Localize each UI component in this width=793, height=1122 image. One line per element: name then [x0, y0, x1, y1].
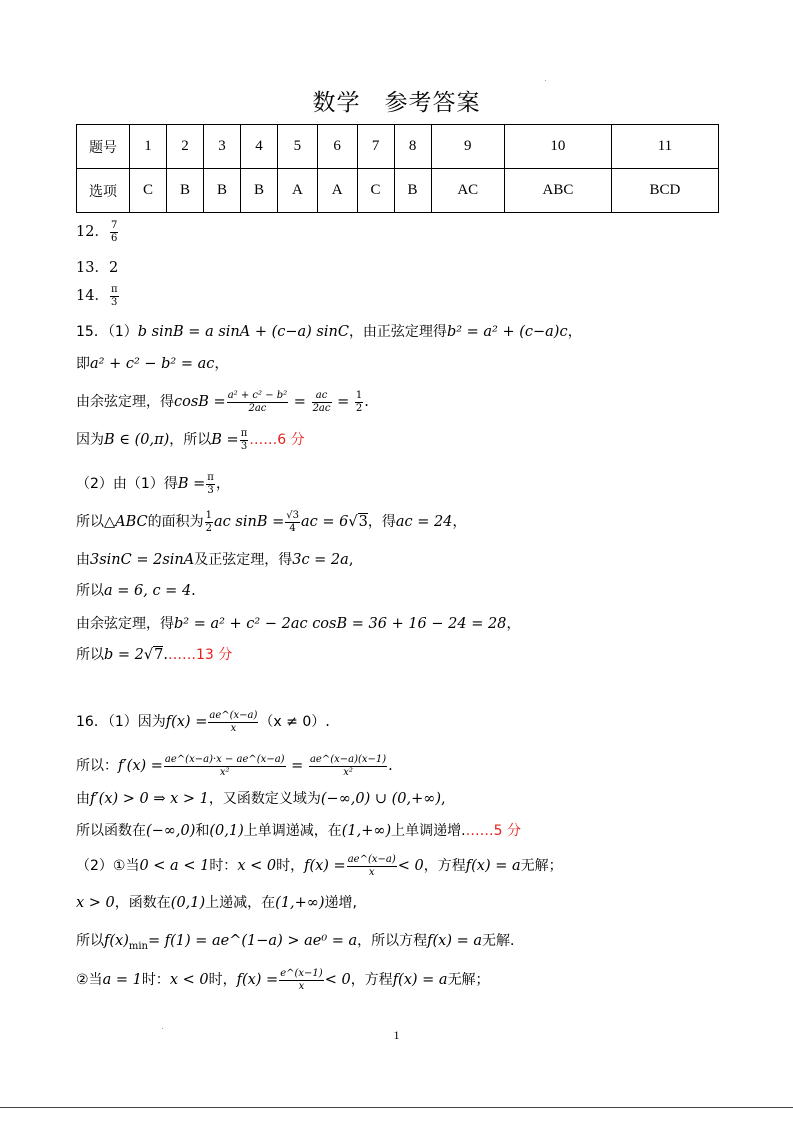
text: 上递减，在	[205, 895, 276, 911]
q16-line-3	[76, 788, 446, 808]
table-cell: BCD	[611, 169, 718, 213]
table-cell: 7	[357, 125, 394, 169]
q16-line-8	[76, 968, 490, 992]
denominator: 2ac	[248, 402, 267, 414]
denominator: 4	[289, 522, 296, 534]
formula: ac = 6	[300, 514, 349, 530]
text: ，	[567, 324, 583, 340]
text: 时，	[208, 972, 237, 988]
table-cell: 9	[431, 125, 504, 169]
numerator: a² + c² − b²	[227, 390, 288, 401]
formula: f(x) =	[165, 714, 208, 730]
formula: 3sinC = 2sinA	[90, 552, 195, 568]
formula: x > 0	[76, 895, 115, 911]
title-subtitle: 参考答案	[384, 90, 481, 116]
formula: B =	[211, 432, 239, 448]
formula: B ∈ (0,π)	[104, 432, 170, 448]
denominator: 6	[110, 232, 118, 244]
text: 时，	[276, 858, 305, 874]
score-marker: ……5 分	[465, 823, 521, 839]
table-cell: 11	[611, 125, 718, 169]
numerator: ae^(x−a)	[347, 854, 396, 865]
score-marker: ……13 分	[167, 647, 233, 663]
radicand: 7	[154, 647, 164, 663]
answer-table-number-row	[77, 125, 719, 169]
question-number: 12．	[76, 224, 109, 240]
formula: (1,+∞)	[275, 895, 325, 911]
text: ，函数在	[114, 895, 171, 911]
formula: a = 6, c = 4	[104, 583, 192, 599]
fraction	[355, 390, 363, 414]
q15-line-4	[76, 428, 305, 452]
text: 由余弦定理，得	[76, 394, 174, 410]
fraction	[347, 854, 397, 878]
denominator: x	[230, 722, 237, 734]
numerator: π	[207, 472, 214, 483]
q15-line-2	[76, 352, 229, 373]
text: 15．（1）	[76, 324, 138, 340]
numerator: π	[240, 428, 248, 439]
denominator: x	[298, 980, 305, 992]
table-cell: B	[241, 169, 278, 213]
formula: b² = a² + (c−a)c	[446, 324, 568, 340]
formula: < 0	[324, 972, 351, 988]
table-cell: 6	[317, 125, 357, 169]
formula: B =	[177, 476, 206, 492]
formula: 3c = 2a	[292, 552, 349, 568]
fraction	[208, 710, 258, 734]
formula: f(x)	[104, 933, 129, 949]
text: 即	[76, 356, 90, 372]
table-cell: C	[130, 169, 167, 213]
numerator: 1	[205, 510, 213, 521]
text: 16．（1）因为	[76, 714, 166, 730]
text: （2）由（1）得	[76, 476, 178, 492]
table-cell: C	[357, 169, 394, 213]
formula: f(x) = a	[392, 972, 448, 988]
q15-line-5	[76, 472, 230, 496]
text: ，得	[367, 514, 396, 530]
q16-line-6	[76, 892, 357, 912]
text: ，所以	[169, 432, 212, 448]
page-number: 1	[393, 1028, 400, 1042]
text: ，又函数定义域为	[208, 791, 321, 807]
formula: f(x) = a	[427, 933, 483, 949]
text: 递增,	[324, 895, 357, 911]
denominator: 3	[240, 440, 248, 452]
formula: (−∞,0) ∪ (0,+∞)	[320, 791, 442, 807]
text: ,	[348, 552, 354, 568]
question-number: 14．	[76, 288, 109, 304]
denominator: x²	[219, 766, 230, 778]
table-cell: B	[394, 169, 431, 213]
fraction	[164, 754, 286, 778]
table-cell: 1	[130, 125, 167, 169]
q16-line-7	[76, 930, 514, 952]
q15-line-6: 所以△ABC的面积为 $\frac{1}{2}$ ac sinB = $\frac{√3}{4}$ ac = 6√3，得ac = 24，	[76, 510, 467, 534]
subscript: min	[128, 941, 148, 952]
speck	[545, 80, 546, 81]
denominator: 2	[205, 522, 213, 534]
row-label-number: 题号	[77, 125, 130, 169]
numerator: 1	[355, 390, 363, 401]
formula: cosB =	[174, 394, 226, 410]
numerator: √3	[286, 510, 299, 521]
text: 所以	[76, 514, 104, 530]
text: ，方程	[350, 972, 393, 988]
table-cell: B	[167, 169, 204, 213]
fraction	[312, 390, 332, 414]
text: 所以函数在	[76, 823, 146, 839]
q15-line-8	[76, 580, 196, 600]
text: 无解；	[447, 972, 490, 988]
fraction	[285, 510, 300, 534]
answer-value: 2	[108, 260, 119, 276]
formula: b = 2	[104, 647, 144, 663]
q16-line-1	[76, 710, 330, 734]
table-cell: 5	[278, 125, 318, 169]
formula: (1,+∞)	[341, 823, 392, 839]
question-number: 13．	[76, 260, 109, 276]
formula: ac sinB =	[214, 514, 285, 530]
numerator: ac	[312, 390, 332, 403]
formula: x < 0	[237, 858, 277, 874]
formula: a² + c² − b² = ac	[90, 356, 215, 372]
formula: b sinB = a sinA + (c−a) sinC	[137, 324, 349, 340]
numerator: e^(x−1)	[280, 968, 323, 979]
q15-line-1	[76, 320, 582, 341]
answer-table-option-row	[77, 169, 719, 213]
speck	[162, 1028, 163, 1029]
text: 及正弦定理，得	[194, 552, 293, 568]
q15-line-9	[76, 612, 521, 633]
text: 由	[76, 791, 90, 807]
numerator: 7	[110, 220, 118, 231]
text: 和	[195, 823, 210, 839]
denominator: 3	[111, 296, 118, 308]
text: .	[163, 647, 168, 663]
fraction	[309, 754, 387, 778]
text: 无解；	[520, 858, 563, 874]
text: .	[388, 758, 393, 774]
fraction	[205, 510, 213, 534]
answer-12	[76, 220, 119, 244]
table-cell: A	[317, 169, 357, 213]
text: 由	[76, 552, 90, 568]
text: 所以	[76, 647, 104, 663]
formula: x < 0	[169, 972, 209, 988]
title-subject: 数学	[312, 90, 361, 116]
formula: (−∞,0)	[146, 823, 196, 839]
numerator: ae^(x−a)	[209, 710, 258, 721]
answer-table	[76, 124, 719, 213]
text: ，方程	[423, 858, 466, 874]
text: ，	[214, 356, 229, 372]
denominator: 2ac	[312, 402, 331, 414]
text: ，由正弦定理得	[348, 324, 447, 340]
formula: ac = 24	[395, 514, 453, 530]
score-marker: ……6 分	[249, 432, 305, 448]
bottom-rule	[0, 1107, 793, 1108]
fraction	[110, 220, 118, 244]
text: （x ≠ 0）	[259, 714, 326, 730]
text: ，	[215, 476, 231, 492]
q16-line-4	[76, 820, 521, 840]
table-cell: 4	[241, 125, 278, 169]
text: 上单调递增.	[391, 823, 466, 839]
table-cell: 2	[167, 125, 204, 169]
q15-line-3: 由余弦定理，得cosB = $\frac{\text{a² + c² − b²}}{2ac}$ = $\frac{ac}{2ac}$ = $\frac{1}{2}$ .	[76, 390, 369, 414]
denominator: 3	[207, 484, 214, 496]
text: 时：	[141, 972, 170, 988]
formula: f(x) =	[304, 858, 346, 874]
fraction	[240, 428, 249, 452]
fraction	[206, 472, 215, 496]
denominator: 2	[355, 402, 363, 414]
formula: (0,1)	[209, 823, 244, 839]
text: 无解.	[482, 933, 515, 949]
q16-line-2: 所以：f′(x) = $\frac{ae\^{}(x-a)\cdot x - ae\^{}(x-a)}{\text{x²}}$ = $\frac{ae\^{}(x-a)(x-1)}{\text{x²}}$ .	[76, 754, 393, 778]
denominator: x	[368, 866, 375, 878]
page-title	[0, 84, 793, 117]
text: 上单调递减，在	[243, 823, 342, 839]
formula: f(x) = a	[465, 858, 521, 874]
text: 因为	[76, 432, 104, 448]
numerator: π	[110, 284, 118, 295]
q15-line-7	[76, 549, 353, 569]
table-cell: 8	[394, 125, 431, 169]
formula: △ABC	[104, 514, 148, 530]
text: ，	[452, 514, 467, 530]
formula: < 0	[397, 858, 424, 874]
table-cell: ABC	[504, 169, 611, 213]
text: ，	[506, 616, 521, 632]
table-cell: A	[278, 169, 318, 213]
text: 由余弦定理，得	[76, 616, 174, 632]
text: （2）①当	[76, 858, 140, 874]
radicand: 3	[358, 514, 368, 530]
denominator: x²	[343, 766, 353, 778]
numerator: ae^(x−a)·x − ae^(x−a)	[164, 754, 285, 765]
text: ,	[441, 791, 446, 807]
table-cell: 10	[504, 125, 611, 169]
table-cell: B	[204, 169, 241, 213]
fraction	[227, 390, 288, 414]
text: 所以	[76, 933, 104, 949]
text: .	[191, 583, 196, 599]
formula: (0,1)	[170, 895, 206, 911]
table-cell: 3	[204, 125, 241, 169]
formula: b² = a² + c² − 2ac cosB = 36 + 16 − 24 = 28	[174, 616, 507, 632]
fraction	[279, 968, 323, 992]
numerator: ae^(x−a)(x−1)	[309, 754, 387, 765]
q16-line-5	[76, 854, 563, 878]
formula: f′(x) =	[118, 758, 163, 774]
text: ，所以方程	[357, 933, 428, 949]
formula: 0 < a < 1	[139, 858, 210, 874]
formula: = f(1) = ae^(1−a) > ae⁰ = a	[147, 933, 358, 949]
fraction	[110, 284, 119, 308]
formula: f′(x) > 0 ⇒ x > 1	[90, 791, 209, 807]
table-cell: AC	[431, 169, 504, 213]
answer-14	[76, 284, 120, 308]
text: ②当	[76, 972, 103, 988]
text: 所以	[76, 583, 104, 599]
text: 的面积为	[147, 514, 204, 530]
formula: f(x) =	[236, 972, 279, 988]
q15-line-10: 所以b = 2√7.……13 分	[76, 647, 233, 663]
answer-13	[76, 256, 118, 277]
formula: a = 1	[102, 972, 142, 988]
text: .	[325, 714, 330, 730]
text: 所以：	[76, 758, 118, 774]
text: 时：	[209, 858, 238, 874]
row-label-option: 选项	[77, 169, 130, 213]
